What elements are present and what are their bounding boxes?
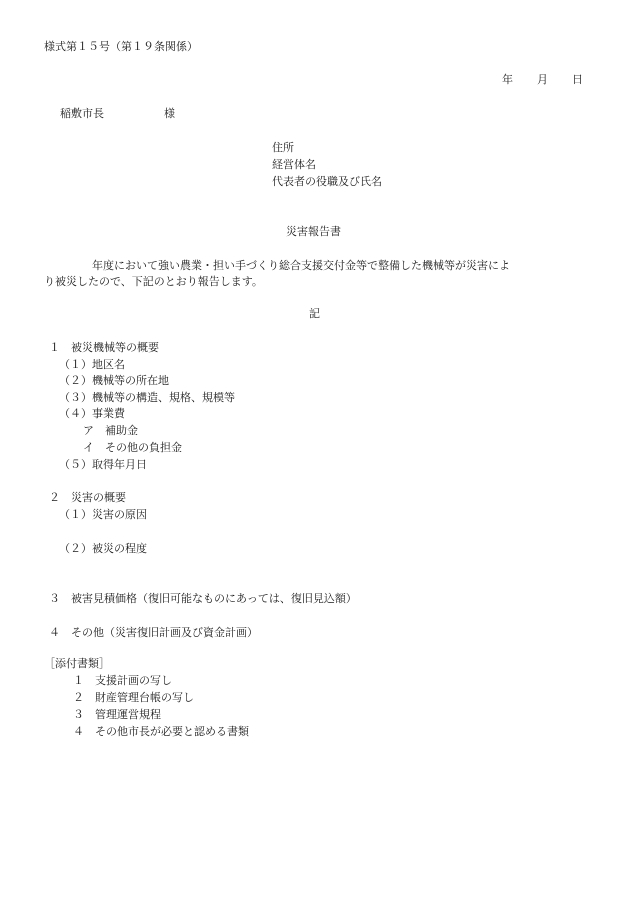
section-1-item-3: （３）機械等の構造、規格、規模等 xyxy=(59,391,235,404)
attachments-heading: ［添付書類］ xyxy=(44,657,110,670)
section-1-heading: １ 被災機械等の概要 xyxy=(49,341,159,354)
section-2-heading: ２ 災害の概要 xyxy=(49,491,126,504)
intro-line-2: り被災したので、下記のとおり報告します。 xyxy=(44,275,263,288)
attachment-item: １ 支援計画の写し xyxy=(73,674,172,687)
section-2-item-2: （２）被災の程度 xyxy=(59,542,147,555)
intro-line-1: 年度において強い農業・担い手づくり総合支援交付金等で整備した機械等が災害によ xyxy=(92,259,510,272)
section-1-item-4a: ア 補助金 xyxy=(83,424,138,437)
section-1-item-2: （２）機械等の所在地 xyxy=(59,374,169,387)
addressee-honorific: 様 xyxy=(164,107,175,120)
section-1-item-5: （５）取得年月日 xyxy=(59,458,147,471)
section-1-item-4b: イ その他の負担金 xyxy=(83,441,182,454)
form-number: 様式第１５号（第１９条関係） xyxy=(44,40,198,53)
applicant-representative-label: 代表者の役職及び氏名 xyxy=(272,175,382,188)
attachment-item: ２ 財産管理台帳の写し xyxy=(73,691,194,704)
document-title: 災害報告書 xyxy=(286,225,341,238)
section-4-heading: ４ その他（災害復旧計画及び資金計画） xyxy=(49,626,258,639)
attachment-item: ４ その他市長が必要と認める書類 xyxy=(73,725,249,738)
date-year-label: 年 xyxy=(502,73,513,86)
date-month-label: 月 xyxy=(537,73,548,86)
applicant-entity-label: 経営体名 xyxy=(272,158,316,171)
applicant-address-label: 住所 xyxy=(272,141,294,154)
addressee-mayor: 稲敷市長 xyxy=(60,107,104,120)
section-1-item-1: （１）地区名 xyxy=(59,358,125,371)
date-day-label: 日 xyxy=(572,73,583,86)
section-2-item-1: （１）災害の原因 xyxy=(59,508,147,521)
ki-heading: 記 xyxy=(309,307,320,320)
section-1-item-4: （４）事業費 xyxy=(59,407,125,420)
attachment-item: ３ 管理運営規程 xyxy=(73,708,161,721)
section-3-heading: ３ 被害見積価格（復旧可能なものにあっては、復旧見込額） xyxy=(49,592,357,605)
